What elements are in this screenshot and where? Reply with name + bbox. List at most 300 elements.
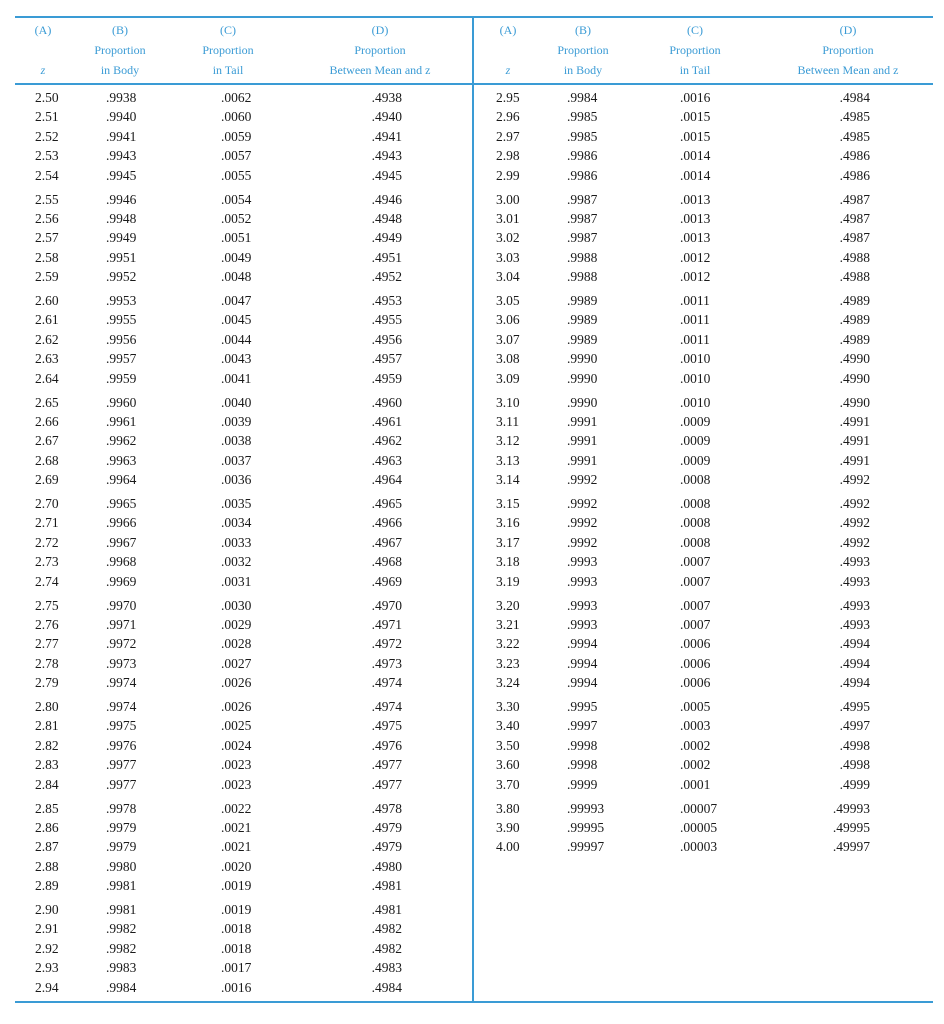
cell-body: .9989 bbox=[567, 293, 598, 308]
cell-tail: .0020 bbox=[221, 858, 252, 874]
cell-body: .9989 bbox=[567, 331, 598, 347]
cell-tail: .0028 bbox=[221, 636, 252, 652]
cell-body: .9993 bbox=[567, 597, 598, 613]
cell-tail: .00005 bbox=[680, 819, 718, 835]
cell-tail: .0029 bbox=[221, 616, 252, 632]
cell-mean-to-z: .4988 bbox=[839, 269, 870, 285]
cell-z: 2.92 bbox=[35, 940, 59, 956]
cell-tail: .0026 bbox=[221, 675, 252, 691]
cell-tail: .0015 bbox=[680, 109, 711, 125]
cell-body: .9998 bbox=[567, 757, 598, 773]
cell-body: .9986 bbox=[567, 167, 598, 183]
cell-mean-to-z: .4965 bbox=[371, 496, 402, 511]
cell-body: .9953 bbox=[106, 293, 137, 308]
cell-mean-to-z: .4992 bbox=[839, 534, 870, 550]
cell-mean-to-z: .49997 bbox=[832, 839, 870, 855]
cell-mean-to-z: .4988 bbox=[839, 249, 870, 265]
cell-z: 2.97 bbox=[496, 128, 520, 144]
cell-tail: .0023 bbox=[221, 757, 252, 773]
cell-tail: .0026 bbox=[221, 699, 252, 714]
cell-mean-to-z: .4974 bbox=[371, 675, 402, 691]
cell-body: .9948 bbox=[106, 210, 137, 226]
cell-body: .9977 bbox=[106, 776, 137, 792]
cell-mean-to-z: .4989 bbox=[839, 331, 870, 347]
cell-z: 2.88 bbox=[35, 858, 59, 874]
cell-tail: .0023 bbox=[221, 776, 252, 792]
cell-tail: .0043 bbox=[221, 351, 252, 367]
cell-z: 2.78 bbox=[35, 655, 59, 671]
cell-z: 2.50 bbox=[35, 90, 59, 105]
cell-body: .9999 bbox=[567, 776, 598, 792]
cell-z: 3.10 bbox=[496, 394, 520, 410]
cell-mean-to-z: .4955 bbox=[371, 312, 402, 328]
cell-z: 3.12 bbox=[496, 433, 520, 449]
cell-mean-to-z: .4995 bbox=[839, 699, 870, 714]
cell-mean-to-z: .4990 bbox=[839, 370, 870, 386]
cell-mean-to-z: .4977 bbox=[371, 757, 402, 773]
cell-z: 2.74 bbox=[35, 573, 59, 589]
cell-mean-to-z: .49993 bbox=[832, 800, 870, 816]
cell-z: 3.08 bbox=[496, 351, 520, 367]
cell-tail: .0002 bbox=[680, 757, 711, 773]
header-line3: Between Mean and z bbox=[797, 63, 899, 77]
cell-body: .9961 bbox=[106, 413, 137, 429]
cell-body: .9983 bbox=[106, 960, 137, 976]
cell-body: .9992 bbox=[567, 515, 598, 531]
cell-body: .9977 bbox=[106, 757, 137, 773]
cell-tail: .0022 bbox=[221, 800, 252, 816]
cell-tail: .0007 bbox=[680, 554, 711, 570]
cell-mean-to-z: .4959 bbox=[371, 370, 402, 386]
cell-z: 3.17 bbox=[496, 534, 520, 550]
cell-body: .9974 bbox=[106, 675, 137, 691]
cell-body: .9997 bbox=[567, 718, 598, 734]
cell-mean-to-z: .4999 bbox=[839, 776, 870, 792]
cell-tail: .0016 bbox=[680, 90, 711, 105]
top-rule bbox=[15, 16, 933, 18]
cell-tail: .0003 bbox=[680, 718, 711, 734]
cell-z: 2.79 bbox=[35, 675, 59, 691]
cell-mean-to-z: .4960 bbox=[371, 394, 402, 410]
cell-z: 2.57 bbox=[35, 230, 59, 246]
cell-z: 3.23 bbox=[496, 655, 520, 671]
cell-tail: .0007 bbox=[680, 597, 711, 613]
cell-z: 2.52 bbox=[35, 128, 59, 144]
cell-mean-to-z: .4961 bbox=[371, 413, 402, 429]
cell-body: .9949 bbox=[106, 230, 137, 246]
center-divider bbox=[472, 16, 474, 1003]
cell-tail: .0044 bbox=[221, 331, 252, 347]
header-line3: in Tail bbox=[212, 63, 244, 77]
cell-mean-to-z: .4997 bbox=[839, 718, 870, 734]
cell-z: 2.69 bbox=[35, 472, 59, 488]
cell-body: .9994 bbox=[567, 675, 598, 691]
cell-tail: .0008 bbox=[680, 472, 711, 488]
cell-mean-to-z: .4951 bbox=[371, 249, 402, 265]
cell-mean-to-z: .4964 bbox=[371, 472, 402, 488]
cell-z: 3.90 bbox=[496, 819, 520, 835]
cell-mean-to-z: .4989 bbox=[839, 312, 870, 328]
right-header-d bbox=[778, 20, 918, 80]
cell-body: .9991 bbox=[567, 433, 598, 449]
cell-body: .9970 bbox=[106, 597, 137, 613]
cell-mean-to-z: .4990 bbox=[839, 394, 870, 410]
cell-body: .9994 bbox=[567, 636, 598, 652]
cell-body: .9975 bbox=[106, 718, 137, 734]
cell-z: 3.16 bbox=[496, 515, 520, 531]
cell-tail: .0030 bbox=[221, 597, 252, 613]
header-letter: (A) bbox=[34, 23, 52, 37]
cell-tail: .0038 bbox=[221, 433, 252, 449]
cell-mean-to-z: .4987 bbox=[839, 191, 870, 207]
cell-tail: .0047 bbox=[221, 293, 252, 308]
cell-body: .9960 bbox=[106, 394, 137, 410]
left-header-b bbox=[80, 20, 160, 80]
right-header-c bbox=[655, 20, 735, 80]
cell-tail: .0001 bbox=[680, 776, 711, 792]
cell-body: .9990 bbox=[567, 370, 598, 386]
cell-body: .9993 bbox=[567, 616, 598, 632]
cell-z: 2.76 bbox=[35, 616, 59, 632]
cell-mean-to-z: .4946 bbox=[371, 191, 402, 207]
cell-tail: .0014 bbox=[680, 148, 711, 164]
cell-z: 3.18 bbox=[496, 554, 520, 570]
cell-body: .9993 bbox=[567, 573, 598, 589]
cell-z: 3.09 bbox=[496, 370, 520, 386]
cell-tail: .0027 bbox=[221, 655, 252, 671]
cell-body: .9987 bbox=[567, 210, 598, 226]
cell-tail: .0013 bbox=[680, 230, 711, 246]
cell-mean-to-z: .4994 bbox=[839, 655, 870, 671]
cell-mean-to-z: .49995 bbox=[832, 819, 870, 835]
cell-tail: .0032 bbox=[221, 554, 252, 570]
cell-body: .9972 bbox=[106, 636, 137, 652]
cell-mean-to-z: .4984 bbox=[839, 90, 870, 105]
cell-mean-to-z: .4968 bbox=[371, 554, 402, 570]
cell-z: 3.50 bbox=[496, 737, 520, 753]
cell-body: .9988 bbox=[567, 269, 598, 285]
cell-mean-to-z: .4989 bbox=[839, 293, 870, 308]
cell-mean-to-z: .4976 bbox=[371, 737, 402, 753]
cell-mean-to-z: .4970 bbox=[371, 597, 402, 613]
cell-body: .9981 bbox=[106, 878, 137, 894]
cell-body: .9990 bbox=[567, 351, 598, 367]
cell-z: 3.13 bbox=[496, 452, 520, 468]
cell-mean-to-z: .4941 bbox=[371, 128, 402, 144]
cell-z: 2.98 bbox=[496, 148, 520, 164]
cell-tail: .0006 bbox=[680, 675, 711, 691]
cell-mean-to-z: .4991 bbox=[839, 433, 870, 449]
cell-z: 2.60 bbox=[35, 293, 59, 308]
cell-tail: .0024 bbox=[221, 737, 252, 753]
cell-z: 3.00 bbox=[496, 191, 520, 207]
cell-body: .9971 bbox=[106, 616, 137, 632]
cell-z: 2.53 bbox=[35, 148, 59, 164]
cell-mean-to-z: .4966 bbox=[371, 515, 402, 531]
cell-body: .99993 bbox=[567, 800, 605, 816]
cell-z: 2.62 bbox=[35, 331, 59, 347]
cell-body: .9938 bbox=[106, 90, 137, 105]
cell-z: 3.40 bbox=[496, 718, 520, 734]
cell-mean-to-z: .4979 bbox=[371, 819, 402, 835]
cell-z: 2.82 bbox=[35, 737, 59, 753]
cell-tail: .0011 bbox=[680, 293, 710, 308]
cell-tail: .0018 bbox=[221, 921, 252, 937]
cell-tail: .00003 bbox=[680, 839, 718, 855]
cell-z: 3.24 bbox=[496, 675, 520, 691]
left-header-d bbox=[310, 20, 450, 80]
cell-tail: .0013 bbox=[680, 191, 711, 207]
cell-z: 3.04 bbox=[496, 269, 520, 285]
cell-z: 2.51 bbox=[35, 109, 59, 125]
cell-tail: .0045 bbox=[221, 312, 252, 328]
header-letter: (C) bbox=[687, 23, 703, 37]
cell-mean-to-z: .4982 bbox=[371, 940, 402, 956]
cell-tail: .0008 bbox=[680, 515, 711, 531]
right-header-b bbox=[543, 20, 623, 80]
cell-z: 2.61 bbox=[35, 312, 59, 328]
cell-z: 2.58 bbox=[35, 249, 59, 265]
cell-mean-to-z: .4994 bbox=[839, 675, 870, 691]
cell-body: .9943 bbox=[106, 148, 137, 164]
cell-tail: .0054 bbox=[221, 191, 252, 207]
cell-mean-to-z: .4953 bbox=[371, 293, 402, 308]
header-letter: (A) bbox=[499, 23, 517, 37]
cell-z: 3.19 bbox=[496, 573, 520, 589]
cell-mean-to-z: .4969 bbox=[371, 573, 402, 589]
cell-body: .9989 bbox=[567, 312, 598, 328]
cell-tail: .0035 bbox=[221, 496, 252, 511]
cell-z: 2.94 bbox=[35, 979, 59, 995]
cell-mean-to-z: .4979 bbox=[371, 839, 402, 855]
cell-mean-to-z: .4980 bbox=[371, 858, 402, 874]
cell-z: 2.77 bbox=[35, 636, 59, 652]
header-letter: (D) bbox=[839, 23, 857, 37]
cell-tail: .0039 bbox=[221, 413, 252, 429]
cell-mean-to-z: .4971 bbox=[371, 616, 402, 632]
cell-body: .9978 bbox=[106, 800, 137, 816]
cell-tail: .0037 bbox=[221, 452, 252, 468]
cell-body: .9979 bbox=[106, 839, 137, 855]
cell-mean-to-z: .4994 bbox=[839, 636, 870, 652]
cell-z: 2.91 bbox=[35, 921, 59, 937]
cell-tail: .0006 bbox=[680, 636, 711, 652]
cell-tail: .0010 bbox=[680, 394, 711, 410]
cell-body: .9980 bbox=[106, 858, 137, 874]
cell-body: .9957 bbox=[106, 351, 137, 367]
cell-mean-to-z: .4945 bbox=[371, 167, 402, 183]
cell-mean-to-z: .4978 bbox=[371, 800, 402, 816]
cell-mean-to-z: .4992 bbox=[839, 515, 870, 531]
cell-tail: .0005 bbox=[680, 699, 711, 714]
cell-tail: .0008 bbox=[680, 534, 711, 550]
cell-z: 2.71 bbox=[35, 515, 59, 531]
cell-tail: .0009 bbox=[680, 413, 711, 429]
cell-body: .9940 bbox=[106, 109, 137, 125]
cell-body: .9992 bbox=[567, 472, 598, 488]
cell-z: 2.72 bbox=[35, 534, 59, 550]
cell-mean-to-z: .4938 bbox=[371, 90, 402, 105]
cell-tail: .0034 bbox=[221, 515, 252, 531]
cell-z: 2.70 bbox=[35, 496, 59, 511]
cell-tail: .0009 bbox=[680, 452, 711, 468]
cell-z: 2.55 bbox=[35, 191, 59, 207]
cell-body: .9991 bbox=[567, 413, 598, 429]
cell-tail: .0057 bbox=[221, 148, 252, 164]
cell-body: .9986 bbox=[567, 148, 598, 164]
cell-tail: .0048 bbox=[221, 269, 252, 285]
cell-body: .9968 bbox=[106, 554, 137, 570]
cell-mean-to-z: .4993 bbox=[839, 554, 870, 570]
cell-z: 2.64 bbox=[35, 370, 59, 386]
cell-body: .9982 bbox=[106, 940, 137, 956]
cell-tail: .0012 bbox=[680, 269, 711, 285]
cell-body: .9991 bbox=[567, 452, 598, 468]
header-line2: Proportion bbox=[822, 43, 874, 57]
cell-body: .9946 bbox=[106, 191, 137, 207]
cell-z: 3.03 bbox=[496, 249, 520, 265]
cell-tail: .0010 bbox=[680, 370, 711, 386]
cell-mean-to-z: .4993 bbox=[839, 616, 870, 632]
cell-mean-to-z: .4952 bbox=[371, 269, 402, 285]
cell-z: 3.80 bbox=[496, 800, 520, 816]
cell-body: .9979 bbox=[106, 819, 137, 835]
cell-mean-to-z: .4987 bbox=[839, 210, 870, 226]
cell-tail: .0051 bbox=[221, 230, 252, 246]
cell-mean-to-z: .4998 bbox=[839, 757, 870, 773]
header-letter: (C) bbox=[220, 23, 236, 37]
cell-z: 2.90 bbox=[35, 902, 59, 917]
cell-z: 2.65 bbox=[35, 394, 59, 410]
cell-body: .9952 bbox=[106, 269, 137, 285]
cell-z: 2.80 bbox=[35, 699, 59, 714]
header-line2: Proportion bbox=[669, 43, 721, 57]
cell-z: 3.70 bbox=[496, 776, 520, 792]
cell-z: 3.07 bbox=[496, 331, 520, 347]
cell-tail: .0055 bbox=[221, 167, 252, 183]
cell-body: .9966 bbox=[106, 515, 137, 531]
cell-body: .9956 bbox=[106, 331, 137, 347]
cell-tail: .0016 bbox=[221, 979, 252, 995]
cell-tail: .0019 bbox=[221, 902, 252, 917]
cell-z: 3.11 bbox=[496, 413, 520, 429]
cell-z: 2.87 bbox=[35, 839, 59, 855]
cell-z: 2.73 bbox=[35, 554, 59, 570]
cell-body: .9990 bbox=[567, 394, 598, 410]
cell-body: .9969 bbox=[106, 573, 137, 589]
cell-z: 2.99 bbox=[496, 167, 520, 183]
cell-mean-to-z: .4949 bbox=[371, 230, 402, 246]
left-header-a bbox=[15, 20, 71, 80]
header-line3-text: Between Mean and z bbox=[329, 63, 431, 77]
header-letter: (B) bbox=[112, 23, 128, 37]
cell-body: .9959 bbox=[106, 370, 137, 386]
cell-mean-to-z: .4981 bbox=[371, 902, 402, 917]
cell-z: 2.66 bbox=[35, 413, 59, 429]
header-line3: in Body bbox=[100, 63, 140, 77]
cell-body: .9992 bbox=[567, 496, 598, 511]
cell-mean-to-z: .4983 bbox=[371, 960, 402, 976]
cell-z: 2.86 bbox=[35, 819, 59, 835]
cell-mean-to-z: .4963 bbox=[371, 452, 402, 468]
cell-body: .9951 bbox=[106, 249, 137, 265]
cell-mean-to-z: .4998 bbox=[839, 737, 870, 753]
cell-tail: .0062 bbox=[221, 90, 252, 105]
cell-mean-to-z: .4991 bbox=[839, 452, 870, 468]
header-rule bbox=[15, 83, 933, 85]
cell-body: .9988 bbox=[567, 249, 598, 265]
cell-body: .9993 bbox=[567, 554, 598, 570]
cell-z: 3.20 bbox=[496, 597, 520, 613]
cell-z: 3.60 bbox=[496, 757, 520, 773]
cell-z: 2.54 bbox=[35, 167, 59, 183]
cell-tail: .0017 bbox=[221, 960, 252, 976]
cell-body: .9998 bbox=[567, 737, 598, 753]
cell-body: .9981 bbox=[106, 902, 137, 917]
cell-body: .9982 bbox=[106, 921, 137, 937]
cell-z: 2.83 bbox=[35, 757, 59, 773]
cell-tail: .0060 bbox=[221, 109, 252, 125]
cell-tail: .0049 bbox=[221, 249, 252, 265]
cell-z: 3.14 bbox=[496, 472, 520, 488]
cell-mean-to-z: .4967 bbox=[371, 534, 402, 550]
cell-mean-to-z: .4993 bbox=[839, 597, 870, 613]
cell-tail: .0011 bbox=[680, 331, 710, 347]
cell-mean-to-z: .4940 bbox=[371, 109, 402, 125]
right-header-a bbox=[480, 20, 536, 80]
cell-mean-to-z: .4985 bbox=[839, 109, 870, 125]
cell-mean-to-z: .4973 bbox=[371, 655, 402, 671]
header-line3: z bbox=[40, 63, 46, 77]
cell-z: 2.59 bbox=[35, 269, 59, 285]
cell-body: .9976 bbox=[106, 737, 137, 753]
cell-mean-to-z: .4986 bbox=[839, 167, 870, 183]
cell-mean-to-z: .4993 bbox=[839, 573, 870, 589]
cell-tail: .0007 bbox=[680, 616, 711, 632]
header-line3: z bbox=[505, 63, 511, 77]
cell-mean-to-z: .4984 bbox=[371, 979, 402, 995]
cell-body: .9984 bbox=[106, 979, 137, 995]
cell-mean-to-z: .4962 bbox=[371, 433, 402, 449]
cell-mean-to-z: .4948 bbox=[371, 210, 402, 226]
cell-z: 3.15 bbox=[496, 496, 520, 511]
cell-z: 3.05 bbox=[496, 293, 520, 308]
cell-body: .9987 bbox=[567, 191, 598, 207]
cell-body: .9985 bbox=[567, 109, 598, 125]
cell-tail: .0006 bbox=[680, 655, 711, 671]
cell-body: .99995 bbox=[567, 819, 605, 835]
cell-tail: .0010 bbox=[680, 351, 711, 367]
cell-tail: .0014 bbox=[680, 167, 711, 183]
cell-tail: .0007 bbox=[680, 573, 711, 589]
cell-mean-to-z: .4975 bbox=[371, 718, 402, 734]
cell-body: .9941 bbox=[106, 128, 137, 144]
cell-body: .9962 bbox=[106, 433, 137, 449]
cell-z: 2.63 bbox=[35, 351, 59, 367]
cell-mean-to-z: .4990 bbox=[839, 351, 870, 367]
cell-body: .9973 bbox=[106, 655, 137, 671]
cell-body: .9985 bbox=[567, 128, 598, 144]
cell-mean-to-z: .4986 bbox=[839, 148, 870, 164]
header-line2: Proportion bbox=[354, 43, 406, 57]
cell-z: 3.06 bbox=[496, 312, 520, 328]
cell-mean-to-z: .4972 bbox=[371, 636, 402, 652]
cell-mean-to-z: .4957 bbox=[371, 351, 402, 367]
cell-tail: .0018 bbox=[221, 940, 252, 956]
cell-z: 3.22 bbox=[496, 636, 520, 652]
cell-tail: .0036 bbox=[221, 472, 252, 488]
header-line2: Proportion bbox=[557, 43, 609, 57]
